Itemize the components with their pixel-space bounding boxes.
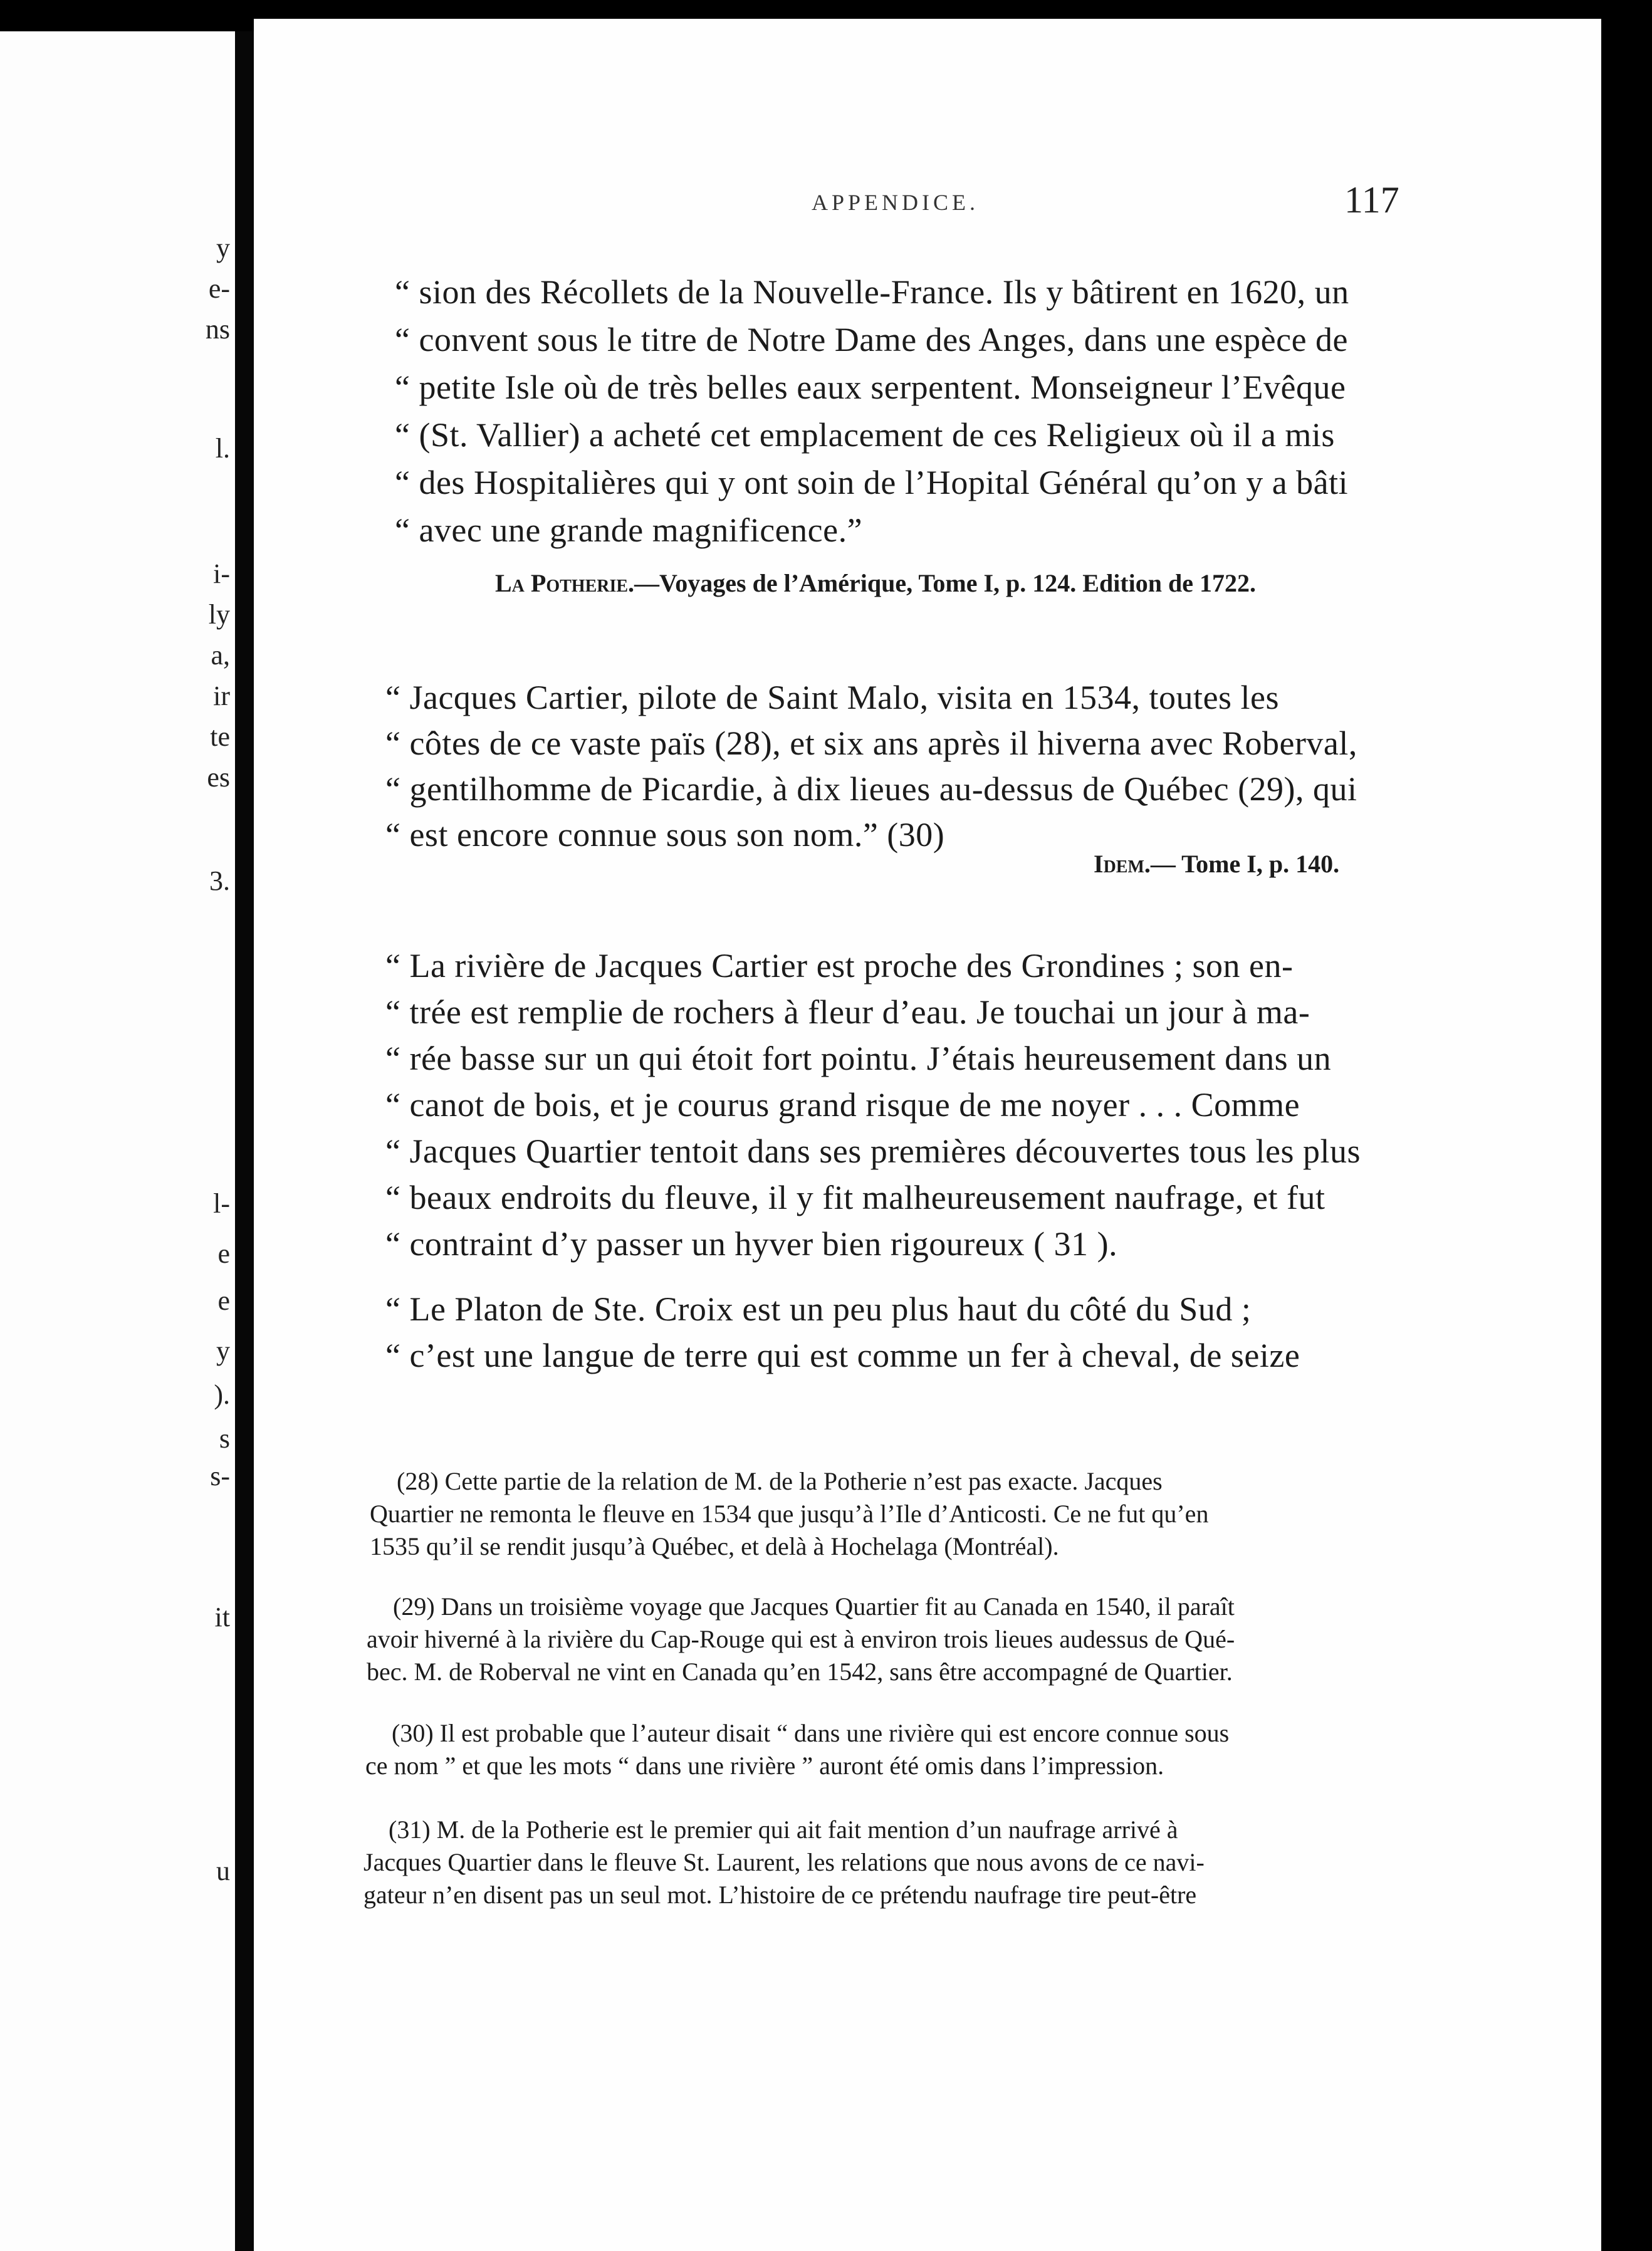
quote-line: “ gentilhomme de Picardie, à dix lieues au-dessus de Québec (29), qui xyxy=(385,770,1357,808)
facing-page-fragment: te xyxy=(210,721,230,752)
quote-line: “ rée basse sur un qui étoit fort pointu. J’étais heureusement dans un xyxy=(385,1040,1332,1077)
page-number: 117 xyxy=(1344,179,1399,221)
quote-line: “ trée est remplie de rochers à fleur d’eau. Je touchai un jour à ma- xyxy=(385,993,1310,1031)
footnote-line: 1535 qu’il se rendit jusqu’à Québec, et delà à Hochelaga (Montréal). xyxy=(370,1532,1059,1560)
attribution-author: Idem xyxy=(1094,850,1144,878)
quote-line: “ Jacques Cartier, pilote de Saint Malo, visita en 1534, toutes les xyxy=(385,679,1280,716)
quote-line: “ Jacques Quartier tentoit dans ses premières découvertes tous les plus xyxy=(385,1132,1361,1170)
facing-page-fragment: s- xyxy=(210,1461,230,1491)
quote-line: “ La rivière de Jacques Cartier est proche des Grondines ; son en- xyxy=(385,947,1294,984)
facing-page-fragment: ly xyxy=(208,599,230,630)
quote-line: “ convent sous le titre de Notre Dame des Anges, dans une espèce de xyxy=(395,321,1349,358)
quote-line: “ des Hospitalières qui y ont soin de l’Hopital Général qu’on y a bâti xyxy=(395,464,1349,501)
facing-page-fragment: 3. xyxy=(209,865,230,896)
page-edge xyxy=(1601,19,1652,2251)
facing-page-fragment: e xyxy=(217,1285,230,1316)
footnote-line: Quartier ne remonta le fleuve en 1534 que jusqu’à l’Ile d’Anticosti. Ce ne fut qu’en xyxy=(370,1500,1209,1528)
facing-page-fragment: y xyxy=(216,232,230,263)
book-page xyxy=(254,19,1601,2251)
quote-line: “ Le Platon de Ste. Croix est un peu plus haut du côté du Sud ; xyxy=(385,1290,1252,1328)
quote-line: “ beaux endroits du fleuve, il y fit malheureusement naufrage, et fut xyxy=(385,1179,1325,1216)
footnote-line: (30) Il est probable que l’auteur disait “ dans une rivière qui est encore connue sous xyxy=(392,1719,1230,1747)
attribution-source: .— Tome I, p. 140. xyxy=(1144,850,1340,878)
quote-line: “ sion des Récollets de la Nouvelle-France. Ils y bâtirent en 1620, un xyxy=(395,273,1349,311)
facing-page-fragment: y xyxy=(216,1335,230,1366)
facing-page-fragment: ns xyxy=(205,314,230,345)
attribution xyxy=(1094,849,1339,879)
facing-page-fragment: e xyxy=(217,1238,230,1269)
facing-page-fragment: u xyxy=(216,1856,230,1886)
footnote-line: avoir hiverné à la rivière du Cap-Rouge qui est à environ trois lieues audessus de Qué- xyxy=(367,1625,1235,1653)
facing-page-fragment: e- xyxy=(208,273,230,304)
attribution-author: La Potherie xyxy=(495,569,629,597)
running-head: APPENDICE. xyxy=(812,190,980,215)
quote-line: “ (St. Vallier) a acheté cet emplacement de ces Religieux où il a mis xyxy=(395,416,1335,454)
facing-page-fragment: l- xyxy=(213,1188,230,1219)
attribution-source: .—Voyages de l’Amérique, Tome I, p. 124. Edition de 1722. xyxy=(628,569,1256,597)
book-gutter xyxy=(235,31,254,2251)
facing-page-fragment: ). xyxy=(214,1379,230,1410)
quote-line: “ est encore connue sous son nom.” (30) xyxy=(385,816,945,854)
facing-page-fragment: s xyxy=(219,1423,230,1454)
facing-page-fragment: a, xyxy=(211,640,230,671)
footnote-line: ce nom ” et que les mots “ dans une rivière ” auront été omis dans l’impression. xyxy=(365,1752,1164,1780)
footnote-line: (29) Dans un troisième voyage que Jacques Quartier fit au Canada en 1540, il paraît xyxy=(393,1592,1235,1621)
facing-page xyxy=(0,31,235,2251)
footnote-line: (31) M. de la Potherie est le premier qui ait fait mention d’un naufrage arrivé à xyxy=(389,1815,1178,1844)
facing-page-fragment: l. xyxy=(215,433,230,464)
quote-line: “ avec une grande magnificence.” xyxy=(395,511,863,549)
quote-line: “ c’est une langue de terre qui est comme un fer à cheval, de seize xyxy=(385,1337,1300,1374)
footnote-line: Jacques Quartier dans le fleuve St. Laurent, les relations que nous avons de ce navi- xyxy=(363,1848,1205,1876)
quote-line: “ côtes de ce vaste païs (28), et six ans après il hiverna avec Roberval, xyxy=(385,724,1357,762)
facing-page-fragment: it xyxy=(214,1602,230,1632)
attribution xyxy=(495,568,1256,598)
quote-line: “ petite Isle où de très belles eaux serpentent. Monseigneur l’Evêque xyxy=(395,368,1346,406)
facing-page-fragment: i- xyxy=(213,558,230,589)
footnote-line: gateur n’en disent pas un seul mot. L’histoire de ce prétendu naufrage tire peut-être xyxy=(363,1881,1197,1909)
footnote-line: (28) Cette partie de la relation de M. de la Potherie n’est pas exacte. Jacques xyxy=(397,1467,1163,1495)
quote-line: “ contraint d’y passer un hyver bien rigoureux ( 31 ). xyxy=(385,1225,1118,1263)
facing-page-fragment: ir xyxy=(213,681,230,711)
footnote-line: bec. M. de Roberval ne vint en Canada qu’en 1542, sans être accompagné de Quartier. xyxy=(367,1658,1233,1686)
quote-line: “ canot de bois, et je courus grand risque de me noyer . . . Comme xyxy=(385,1086,1300,1124)
facing-page-fragment: es xyxy=(207,762,230,793)
